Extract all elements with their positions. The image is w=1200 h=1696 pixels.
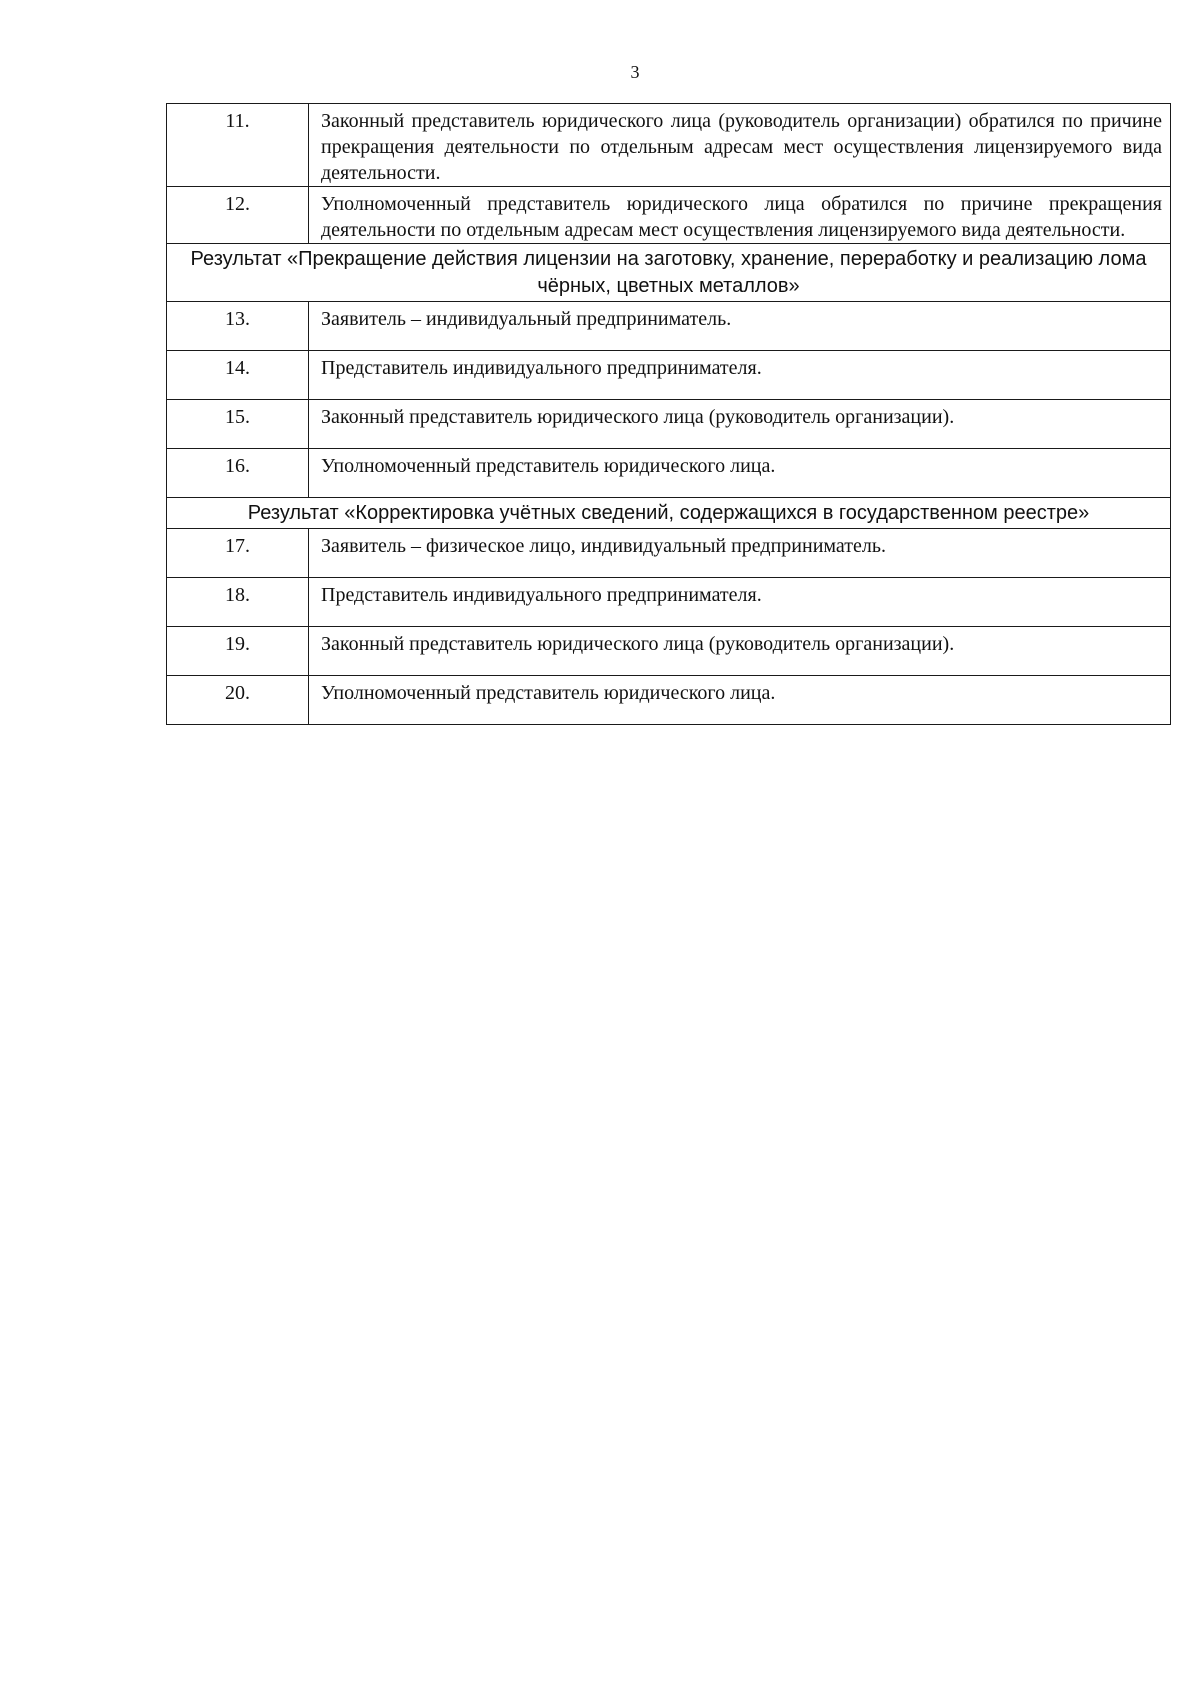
row-number: 14. (167, 351, 309, 400)
row-description: Уполномоченный представитель юридического лица. (309, 449, 1171, 498)
row-number: 11. (167, 104, 309, 187)
table-row (167, 187, 1171, 244)
row-description: Законный представитель юридического лица (руководитель организации). (309, 627, 1171, 676)
row-number: 13. (167, 302, 309, 351)
row-number: 19. (167, 627, 309, 676)
table-row (167, 529, 1171, 578)
row-number: 15. (167, 400, 309, 449)
row-description: Представитель индивидуального предпринимателя. (309, 578, 1171, 627)
table-row (167, 302, 1171, 351)
row-description: Законный представитель юридического лица (руководитель организации) обратился по причине прекращения деятельности по отдельным адресам мест осуществления лицензируемого вида деятельности. (309, 104, 1171, 187)
row-number: 18. (167, 578, 309, 627)
row-number: 12. (167, 187, 309, 244)
row-description: Законный представитель юридического лица (руководитель организации). (309, 400, 1171, 449)
table-row (167, 104, 1171, 187)
section-heading-row (167, 244, 1171, 302)
row-number: 20. (167, 676, 309, 725)
table-row (167, 449, 1171, 498)
page-number: 3 (630, 62, 640, 82)
row-description: Заявитель – физическое лицо, индивидуальный предприниматель. (309, 529, 1171, 578)
section-heading: Результат «Корректировка учётных сведений, содержащихся в государственном реестре» (167, 498, 1171, 529)
table-row (167, 578, 1171, 627)
table-row (167, 627, 1171, 676)
row-description: Представитель индивидуального предпринимателя. (309, 351, 1171, 400)
table-row (167, 676, 1171, 725)
applicant-category-table (166, 103, 1171, 725)
section-heading: Результат «Прекращение действия лицензии на заготовку, хранение, переработку и реализацию лома чёрных, цветных металлов» (167, 244, 1171, 302)
row-number: 17. (167, 529, 309, 578)
row-description: Уполномоченный представитель юридического лица обратился по причине прекращения деятельности по отдельным адресам мест осуществления лицензируемого вида деятельности. (309, 187, 1171, 244)
table-row (167, 351, 1171, 400)
row-number: 16. (167, 449, 309, 498)
section-heading-row (167, 498, 1171, 529)
row-description: Уполномоченный представитель юридического лица. (309, 676, 1171, 725)
row-description: Заявитель – индивидуальный предприниматель. (309, 302, 1171, 351)
table-row (167, 400, 1171, 449)
